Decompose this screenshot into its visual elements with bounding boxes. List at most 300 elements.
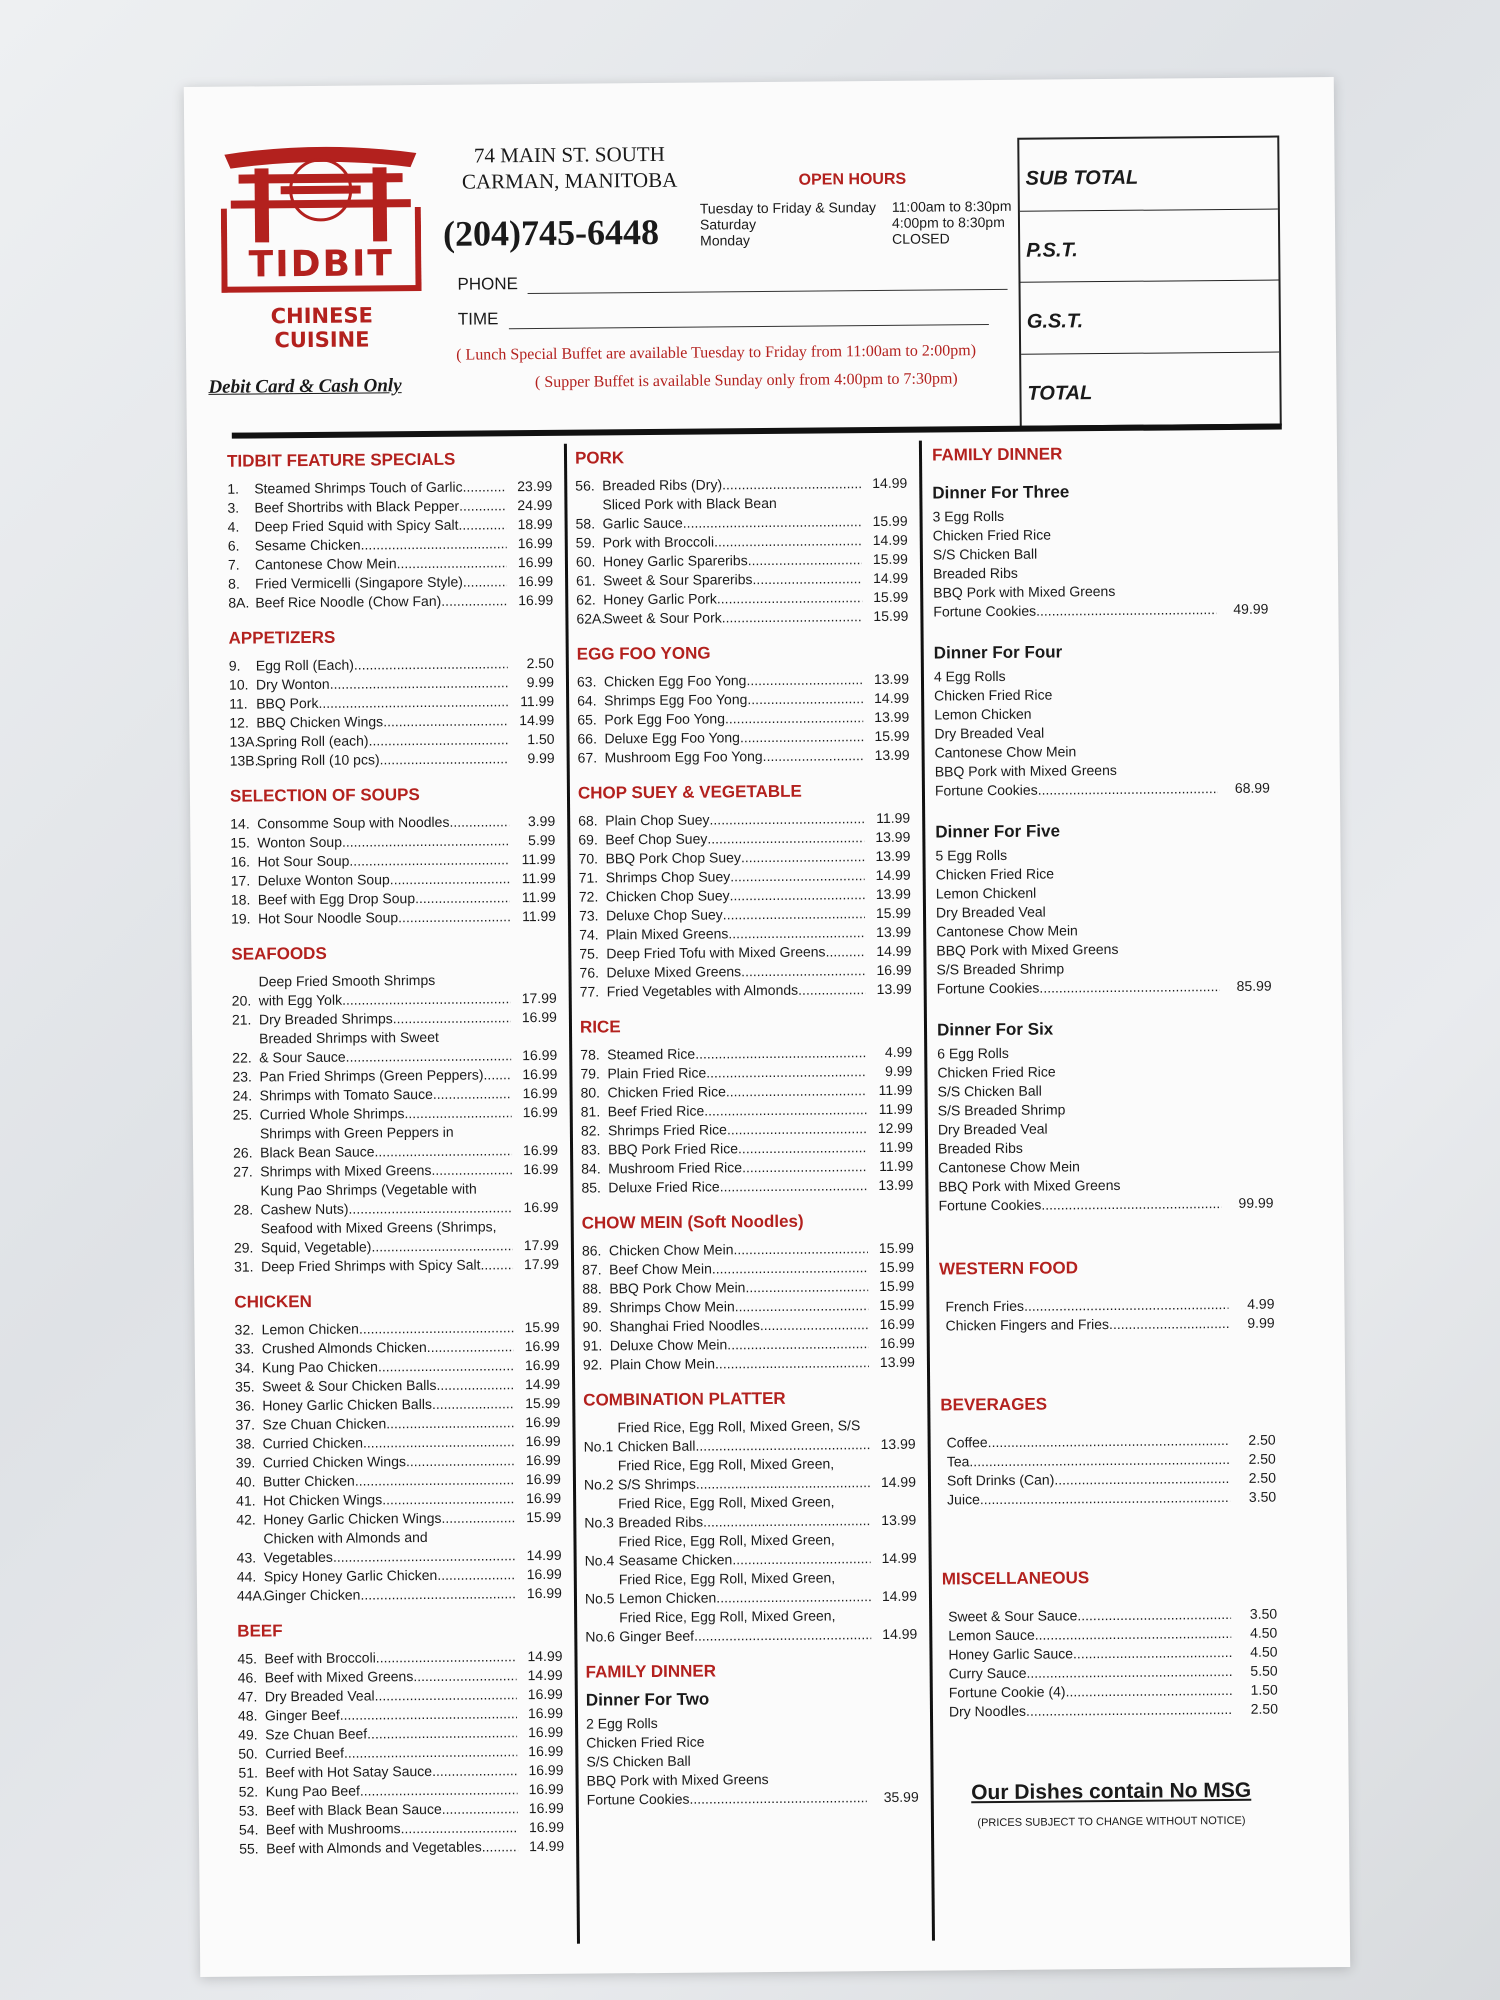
item-name: Shrimps with Green Peppers in xyxy=(259,1123,454,1142)
leader-dots xyxy=(371,1236,513,1256)
item-name-wrap xyxy=(262,1394,514,1415)
item-number: 78. xyxy=(580,1046,600,1063)
item-name: Breaded Shrimps with Sweet xyxy=(259,1028,439,1047)
menu-section xyxy=(577,642,910,768)
menu-item xyxy=(578,746,910,768)
leader-dots xyxy=(969,1450,1230,1471)
item-number: 72. xyxy=(578,888,599,905)
item-name: Fried Rice, Egg Roll, Mixed Green, S/S xyxy=(617,1417,861,1436)
gst-row: G.S.T. xyxy=(1021,281,1280,355)
item-price: 16.99 xyxy=(528,1818,565,1836)
item-price: 13.99 xyxy=(878,1176,914,1194)
menu-item xyxy=(232,1027,557,1068)
leader-dots xyxy=(695,1435,869,1456)
item-number: 17. xyxy=(230,872,251,889)
item-price: 2.50 xyxy=(1248,1431,1276,1448)
leader-dots xyxy=(1077,1605,1231,1625)
supper-notice: ( Supper Buffet is available Sunday only from 4:00pm to 7:30pm) xyxy=(534,370,958,391)
menu-item xyxy=(576,607,908,629)
item-name-wrap xyxy=(265,1666,517,1687)
item-name: Kung Pao Shrimps (Vegetable with xyxy=(260,1180,477,1199)
item-name-wrap xyxy=(258,888,510,909)
dinner-name: Dinner For Five xyxy=(935,821,1061,842)
leader-dots xyxy=(745,1277,868,1297)
leader-dots xyxy=(360,1584,516,1604)
item-name-wrap xyxy=(258,907,510,928)
item-name-wrap xyxy=(262,1413,514,1434)
item-name: Tea xyxy=(946,1453,970,1470)
item-name-wrap xyxy=(264,1584,516,1605)
item-name: Beef Rice Noodle (Chow Fan) xyxy=(255,592,442,611)
item-price: 13.99 xyxy=(875,847,911,865)
item-name: Shanghai Fried Noodles xyxy=(609,1317,760,1335)
item-number: 38. xyxy=(235,1435,256,1452)
item-name-wrap xyxy=(609,1258,868,1279)
item-name-wrap xyxy=(259,1008,511,1029)
leader-dots xyxy=(458,515,506,534)
item-number: 25. xyxy=(232,1106,253,1123)
menu-item xyxy=(946,1314,1275,1336)
dinner-line xyxy=(933,600,1268,622)
leader-dots xyxy=(760,1315,869,1335)
leader-dots xyxy=(730,866,865,886)
item-name: Chicken Chop Suey xyxy=(605,887,730,905)
item-name: BBQ Chicken Wings xyxy=(256,713,384,731)
item-name: Deluxe Mixed Greens xyxy=(606,963,742,981)
item-price: 16.99 xyxy=(527,1704,564,1722)
item-name-wrap xyxy=(618,1454,870,1494)
leader-dots xyxy=(1035,1624,1232,1645)
item-number: 40. xyxy=(235,1473,256,1490)
item-number: 56. xyxy=(575,477,595,494)
item-price: 14.99 xyxy=(526,1546,562,1564)
pst-row: P.S.T. xyxy=(1020,209,1279,283)
item-name: Curried Chicken Wings xyxy=(262,1453,407,1471)
item-name-wrap xyxy=(603,607,862,628)
leader-dots xyxy=(722,474,861,494)
section-title: APPETIZERS xyxy=(228,627,336,648)
item-price: 16.99 xyxy=(526,1584,562,1602)
time-field xyxy=(458,305,989,330)
item-number: 36. xyxy=(235,1397,255,1414)
item-name: Deluxe Wonton Soup xyxy=(257,871,390,889)
item-name: Fried Vegetables with Almonds xyxy=(606,981,799,1000)
leader-dots xyxy=(694,1625,871,1646)
leader-dots xyxy=(825,942,865,961)
dinner-block xyxy=(934,641,1270,801)
item-price: 17.99 xyxy=(521,989,557,1007)
leader-dots xyxy=(752,569,862,589)
item-name-wrap xyxy=(607,1043,866,1064)
item-price: 16.99 xyxy=(876,961,912,979)
item-price: 11.99 xyxy=(878,1100,913,1118)
item-name-wrap xyxy=(265,1723,517,1744)
menu-item xyxy=(234,1217,559,1258)
item-number: 84. xyxy=(581,1160,601,1177)
leader-dots xyxy=(1026,1662,1231,1683)
item-name: Beef with Black Bean Sauce xyxy=(265,1800,442,1819)
item-number: 90. xyxy=(582,1318,603,1335)
leader-dots xyxy=(707,828,864,848)
item-number: No.2 xyxy=(583,1476,614,1493)
menu-section xyxy=(578,781,912,1002)
item-name: Steamed Shrimps Touch of Garlic xyxy=(254,478,463,497)
item-number: 91. xyxy=(582,1337,603,1354)
dinner-line: Dry Breaded Veal xyxy=(937,1120,1048,1138)
leader-dots xyxy=(689,1788,866,1809)
item-name: Spicy Honey Garlic Chicken xyxy=(263,1566,438,1585)
item-price: 11.99 xyxy=(879,1157,914,1175)
item-price: 15.99 xyxy=(525,1394,561,1412)
item-number: 58. xyxy=(575,515,596,532)
section-title: TIDBIT FEATURE SPECIALS xyxy=(226,449,456,471)
item-name: Kung Pao Chicken xyxy=(261,1358,378,1376)
item-name: Plain Fried Rice xyxy=(607,1064,707,1082)
menu-header xyxy=(184,77,1337,432)
item-number: 63. xyxy=(576,673,597,690)
item-number: 85. xyxy=(581,1179,601,1196)
leader-dots xyxy=(733,1239,868,1259)
item-name: Dry Breaded Veal xyxy=(264,1687,375,1705)
leader-dots xyxy=(725,708,864,728)
hours-days: Saturday xyxy=(699,216,757,233)
item-name: Beef with Mushrooms xyxy=(265,1820,401,1838)
dinner-line: BBQ Pork with Mixed Greens xyxy=(936,940,1119,959)
leader-dots xyxy=(1041,1194,1221,1215)
item-list xyxy=(939,1295,1274,1336)
item-name-cont: Breaded Ribs xyxy=(618,1513,704,1531)
leader-dots xyxy=(433,1084,512,1104)
item-number: 15. xyxy=(230,834,250,851)
item-name-wrap xyxy=(606,961,865,982)
item-name-wrap xyxy=(266,1818,518,1839)
item-name: Plain Mixed Greens xyxy=(606,925,729,943)
item-name: Soft Drinks (Can) xyxy=(946,1471,1055,1489)
item-name-wrap xyxy=(605,809,864,830)
subtotal-row: SUB TOTAL xyxy=(1019,138,1278,212)
leader-dots xyxy=(741,847,865,867)
item-price: 15.99 xyxy=(879,1277,915,1295)
item-price: 13.99 xyxy=(879,1353,915,1371)
item-name-wrap xyxy=(262,1318,514,1339)
dinner-line xyxy=(587,1788,919,1810)
phone-line xyxy=(528,274,1008,294)
item-number: No.3 xyxy=(584,1514,614,1531)
item-price: 5.50 xyxy=(1250,1662,1278,1679)
leader-dots xyxy=(798,980,866,1000)
leader-dots xyxy=(359,1318,514,1338)
item-number: 13B. xyxy=(229,752,259,769)
menu-item xyxy=(233,1179,558,1220)
menu-item xyxy=(233,1122,558,1163)
leader-dots xyxy=(415,888,510,908)
item-name-wrap xyxy=(255,553,507,574)
item-name-wrap xyxy=(603,531,862,552)
dinner-line: Chicken Fried Rice xyxy=(937,1063,1056,1081)
leader-dots xyxy=(413,1666,517,1686)
item-price: 12.99 xyxy=(877,1119,913,1137)
item-number: 83. xyxy=(580,1141,601,1158)
item-price: 11.99 xyxy=(878,1081,913,1099)
item-number: 16. xyxy=(230,853,251,870)
item-name: Cantonese Chow Mein xyxy=(254,555,397,573)
item-number: 62A. xyxy=(576,610,606,627)
item-name-wrap xyxy=(255,534,507,555)
item-number: 64. xyxy=(577,692,597,709)
item-number: 8A. xyxy=(228,594,250,611)
item-name: Deluxe Fried Rice xyxy=(608,1178,720,1196)
item-name: Lemon Chicken xyxy=(261,1320,359,1338)
item-name-wrap xyxy=(949,1662,1232,1683)
leader-dots xyxy=(1024,1295,1229,1316)
menu-item xyxy=(575,493,907,534)
menu-item xyxy=(584,1530,916,1571)
item-price: 3.99 xyxy=(527,812,556,830)
item-name: Curried Beef xyxy=(265,1744,344,1762)
item-number: 61. xyxy=(576,572,596,589)
item-name-wrap xyxy=(254,496,506,517)
item-name: Curried Chicken xyxy=(262,1434,364,1452)
leader-dots xyxy=(367,1723,517,1743)
menu-item xyxy=(231,907,556,929)
item-number: 26. xyxy=(233,1144,253,1161)
item-name-cont: Squid, Vegetable) xyxy=(260,1238,372,1256)
item-name: Coffee xyxy=(946,1434,988,1451)
leader-dots xyxy=(1054,1469,1230,1490)
item-number: 54. xyxy=(238,1821,259,1838)
item-price: 16.99 xyxy=(525,1489,562,1507)
item-name: French Fries xyxy=(945,1297,1025,1315)
dinner-line xyxy=(937,977,1272,999)
section-title: PORK xyxy=(574,448,625,468)
leader-dots xyxy=(404,1103,511,1123)
item-price: 15.99 xyxy=(875,904,912,922)
dinner-line: S/S Breaded Shrimp xyxy=(936,960,1065,978)
leader-dots xyxy=(747,689,863,709)
misc-section xyxy=(942,1567,1278,1722)
item-name-cont: Garlic Sauce xyxy=(602,514,683,532)
item-name-line2 xyxy=(260,1141,512,1162)
item-name-wrap xyxy=(603,588,862,609)
hours-row xyxy=(700,214,1012,233)
dinner-line-text: Fortune Cookies xyxy=(936,979,1040,997)
item-name-wrap xyxy=(619,1568,871,1608)
item-price: 9.99 xyxy=(526,673,555,691)
item-name: Shrimps Chow Mein xyxy=(609,1298,735,1316)
item-number: 27. xyxy=(233,1163,253,1180)
menu-column-2 xyxy=(575,446,919,1826)
item-name-wrap xyxy=(605,847,864,868)
item-price: 16.99 xyxy=(522,1084,558,1102)
menu-item xyxy=(949,1700,1278,1722)
item-name-wrap xyxy=(259,1027,511,1067)
item-name: Fried Rice, Egg Roll, Mixed Green, xyxy=(617,1455,835,1474)
total-row: TOTAL xyxy=(1027,381,1093,405)
item-name: Hot Sour Noodle Soup xyxy=(257,909,399,927)
dinner-line: Chicken Fried Rice xyxy=(934,686,1053,704)
leader-dots xyxy=(746,670,863,690)
item-name: Beef with Broccoli xyxy=(264,1649,376,1667)
item-name-line2 xyxy=(618,1511,870,1532)
leader-dots xyxy=(361,534,507,554)
item-number: 45. xyxy=(237,1650,258,1667)
logo-subtitle: CHINESE CUISINE xyxy=(270,303,373,353)
item-name-cont: Lemon Chicken xyxy=(618,1589,717,1607)
menu-item xyxy=(230,749,555,771)
item-price: 13.99 xyxy=(874,708,910,726)
phone-label: PHONE xyxy=(457,274,519,294)
item-name: Sze Chuan Chicken xyxy=(262,1415,387,1433)
item-number: 71. xyxy=(578,869,599,886)
item-number: 75. xyxy=(579,945,599,962)
item-price: 11.99 xyxy=(878,1138,914,1156)
column-divider xyxy=(919,441,935,1941)
leader-dots xyxy=(398,907,510,927)
item-price: 5.99 xyxy=(528,831,556,849)
leader-dots xyxy=(740,727,864,747)
item-name-cont: S/S Shrimps xyxy=(617,1475,696,1493)
item-price: 15.99 xyxy=(879,1296,915,1314)
item-name-line2 xyxy=(619,1625,871,1646)
item-price: 16.99 xyxy=(528,1780,564,1798)
leader-dots xyxy=(726,1081,867,1101)
dinner-line: Breaded Ribs xyxy=(932,564,1018,582)
item-number: 82. xyxy=(580,1122,601,1139)
dinner-line: Lemon Chicken xyxy=(934,705,1032,723)
leader-dots xyxy=(735,1296,869,1316)
item-price: 15.99 xyxy=(526,1508,562,1526)
item-price: 16.99 xyxy=(522,1141,559,1159)
item-number: 86. xyxy=(581,1242,602,1259)
item-price: 13.99 xyxy=(875,828,911,846)
dinner-price: 35.99 xyxy=(883,1788,919,1806)
item-name-wrap xyxy=(619,1606,871,1646)
item-name-wrap xyxy=(606,923,865,944)
item-name: Beef with Egg Drop Soup xyxy=(257,890,416,908)
item-name-wrap xyxy=(255,515,507,536)
leader-dots xyxy=(383,711,508,731)
leader-dots xyxy=(727,1334,869,1354)
leader-dots xyxy=(378,1356,514,1376)
item-number: 69. xyxy=(578,831,598,848)
item-name-wrap xyxy=(262,1337,514,1358)
item-price: 14.99 xyxy=(874,689,910,707)
item-number: 3. xyxy=(227,499,240,516)
menu-item xyxy=(581,1176,913,1198)
item-price: 16.99 xyxy=(528,1761,564,1779)
leader-dots xyxy=(738,1138,867,1158)
section-title: CHICKEN xyxy=(234,1291,312,1312)
item-price: 13.99 xyxy=(881,1511,917,1529)
item-name: Beef with Hot Satay Sauce xyxy=(265,1762,433,1781)
item-name: Juice xyxy=(947,1491,980,1508)
dinner-block xyxy=(932,481,1268,622)
item-name-wrap xyxy=(609,1239,868,1260)
item-name: Beef with Almonds and Vegetables xyxy=(266,1838,482,1857)
item-name-wrap xyxy=(948,1643,1231,1664)
menu-section xyxy=(580,1015,914,1198)
menu-item xyxy=(580,980,912,1002)
item-number: 31. xyxy=(234,1258,254,1275)
item-number: 77. xyxy=(579,983,600,1000)
item-name-wrap xyxy=(256,654,508,675)
item-name: Sliced Pork with Black Bean xyxy=(602,494,777,513)
item-price: 16.99 xyxy=(517,534,553,552)
menu-item xyxy=(585,1568,917,1609)
item-name-wrap xyxy=(264,1565,516,1586)
item-name-cont: & Sour Sauce xyxy=(259,1048,346,1066)
leader-dots xyxy=(374,1685,516,1705)
dinner-block xyxy=(937,1018,1274,1216)
item-name: Steamed Rice xyxy=(607,1045,696,1063)
dinner-line-text: Fortune Cookies xyxy=(586,1790,690,1808)
item-number: 34. xyxy=(234,1359,255,1376)
menu-section xyxy=(230,784,556,929)
leader-dots xyxy=(1073,1643,1232,1663)
item-name-line2 xyxy=(260,1198,512,1219)
item-price: 15.99 xyxy=(872,512,908,530)
item-name: Seafood with Mixed Greens (Shrimps, xyxy=(260,1218,497,1237)
leader-dots xyxy=(376,1647,517,1667)
leader-dots xyxy=(432,1394,515,1414)
menu-item xyxy=(236,1527,561,1568)
menu-item xyxy=(585,1606,917,1647)
leader-dots xyxy=(436,1375,514,1395)
address-line-2: CARMAN, MANITOBA xyxy=(461,167,678,194)
item-price: 13.99 xyxy=(876,980,912,998)
item-name-wrap xyxy=(605,828,864,849)
time-label: TIME xyxy=(457,309,499,329)
item-price: 16.99 xyxy=(522,1065,558,1083)
item-list xyxy=(942,1605,1278,1722)
item-name: Spring Roll (10 pcs) xyxy=(256,751,380,769)
item-number: 7. xyxy=(227,556,240,573)
item-name-wrap xyxy=(947,1488,1230,1509)
item-price: 24.99 xyxy=(517,496,553,514)
item-name-wrap xyxy=(608,1157,867,1178)
item-number: 80. xyxy=(580,1084,601,1101)
item-price: 16.99 xyxy=(517,553,554,571)
item-price: 16.99 xyxy=(528,1723,564,1741)
item-name-wrap xyxy=(949,1700,1232,1721)
leader-dots xyxy=(355,1470,515,1490)
section-title: COMBINATION PLATTER xyxy=(583,1388,786,1410)
restaurant-logo xyxy=(220,143,422,353)
dinner-line: S/S Chicken Ball xyxy=(932,545,1038,563)
item-price: 16.99 xyxy=(523,1160,559,1178)
item-name-line2 xyxy=(259,989,511,1010)
item-name-wrap xyxy=(617,1416,869,1456)
leader-dots xyxy=(732,1549,871,1569)
item-name: Beef Shortribs with Black Pepper xyxy=(254,497,460,516)
item-number: 52. xyxy=(238,1783,259,1800)
item-price: 11.99 xyxy=(876,809,911,827)
item-number: 32. xyxy=(234,1321,255,1338)
item-name-wrap xyxy=(260,1160,512,1181)
item-name: Fried Rice, Egg Roll, Mixed Green, xyxy=(618,1531,835,1550)
item-name-line2 xyxy=(259,1046,511,1067)
menu-column-1 xyxy=(227,449,564,1875)
restaurant-phone: (204)745-6448 xyxy=(442,211,660,254)
item-name: Hot Chicken Wings xyxy=(263,1491,383,1509)
item-name-line2 xyxy=(603,512,862,533)
dinner-name: Dinner For Two xyxy=(585,1689,710,1710)
leader-dots xyxy=(763,746,864,766)
menu-item xyxy=(584,1492,916,1533)
item-price: 14.99 xyxy=(882,1625,918,1643)
item-name: Chicken with Almonds and xyxy=(263,1528,428,1547)
item-number: 81. xyxy=(580,1103,601,1120)
